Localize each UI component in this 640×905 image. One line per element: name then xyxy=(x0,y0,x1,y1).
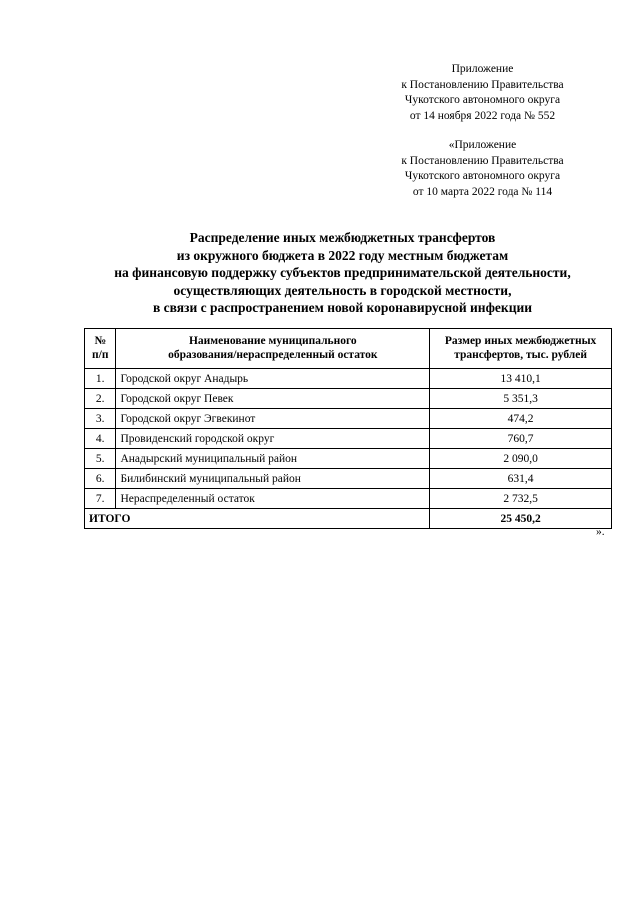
appendix-line: Чукотского автономного округа xyxy=(404,170,561,182)
row-name: Городской округ Анадырь xyxy=(116,369,430,389)
row-name: Городской округ Эгвекинот xyxy=(116,409,430,429)
appendix-line: от 14 ноября 2022 года № 552 xyxy=(409,109,556,122)
header-text: Наименование муниципального xyxy=(188,335,357,347)
table-row xyxy=(85,469,612,489)
row-number: 5. xyxy=(85,449,116,469)
row-value: 2 732,5 xyxy=(430,489,612,509)
title-line: Распределение иных межбюджетных трансфертов xyxy=(189,230,496,245)
distribution-table xyxy=(84,328,612,529)
row-name: Городской округ Певек xyxy=(116,389,430,409)
row-name: Нераспределенный остаток xyxy=(116,489,430,509)
header-text: № xyxy=(94,335,107,347)
table-row xyxy=(85,369,612,389)
title-line: осуществляющих деятельность в городской местности, xyxy=(173,282,512,298)
appendix-line: к Постановлению Правительства xyxy=(401,78,564,91)
row-name: Анадырский муниципальный район xyxy=(116,449,430,469)
appendix-current-block xyxy=(380,62,585,124)
table-row xyxy=(85,409,612,429)
header-text: трансфертов, тыс. рублей xyxy=(454,348,587,361)
total-value: 25 450,2 xyxy=(430,509,612,529)
row-value: 13 410,1 xyxy=(430,369,612,389)
table-row xyxy=(85,489,612,509)
header-name xyxy=(116,329,430,369)
table-row xyxy=(85,389,612,409)
row-number: 4. xyxy=(85,429,116,449)
appendix-line: «Приложение xyxy=(448,139,517,151)
table-row xyxy=(85,449,612,469)
row-value: 5 351,3 xyxy=(430,389,612,409)
header-text: образования/нераспределенный остаток xyxy=(168,348,378,361)
title-line: из окружного бюджета в 2022 году местным бюджетам xyxy=(176,247,509,263)
table-header-row xyxy=(85,329,612,369)
header-text: Размер иных межбюджетных xyxy=(444,335,597,347)
appendix-line: от 10 марта 2022 года № 114 xyxy=(412,185,553,198)
row-number: 7. xyxy=(85,489,116,509)
appendix-line: Чукотского автономного округа xyxy=(404,94,561,106)
row-value: 760,7 xyxy=(430,429,612,449)
row-name: Билибинский муниципальный район xyxy=(116,469,430,489)
header-value xyxy=(430,329,612,369)
header-text: п/п xyxy=(92,348,109,361)
row-number: 6. xyxy=(85,469,116,489)
row-value: 631,4 xyxy=(430,469,612,489)
total-label: ИТОГО xyxy=(85,509,430,529)
appendix-quoted-block xyxy=(380,138,585,200)
appendix-line: Приложение xyxy=(451,63,514,75)
closing-quote-mark: ». xyxy=(596,526,605,538)
row-value: 2 090,0 xyxy=(430,449,612,469)
table-total-row xyxy=(85,509,612,529)
row-number: 1. xyxy=(85,369,116,389)
header-number xyxy=(85,329,116,369)
row-number: 3. xyxy=(85,409,116,429)
document-title xyxy=(40,229,640,317)
appendix-line: к Постановлению Правительства xyxy=(401,154,564,167)
row-value: 474,2 xyxy=(430,409,612,429)
table-row xyxy=(85,429,612,449)
row-number: 2. xyxy=(85,389,116,409)
title-line: на финансовую поддержку субъектов предпринимательской деятельности, xyxy=(114,265,571,280)
row-name: Провиденский городской округ xyxy=(116,429,430,449)
title-line: в связи с распространением новой коронавирусной инфекции xyxy=(152,300,533,315)
